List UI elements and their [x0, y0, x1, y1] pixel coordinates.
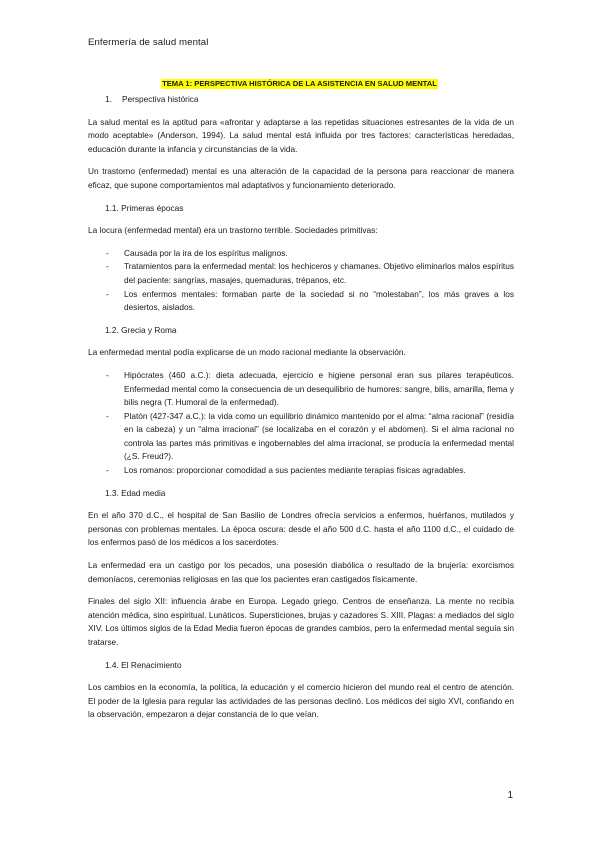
bullet-list [88, 369, 514, 478]
list-item-text: Los romanos: proporcionar comodidad a sus pacientes mediante terapias físicas agradables. [124, 465, 466, 476]
running-header: Enfermería de salud mental [88, 37, 209, 48]
title-wrapper [0, 73, 599, 91]
subsection-heading: 1.1. Primeras épocas [105, 202, 184, 213]
bullet-list [88, 247, 514, 315]
page-number: 1 [507, 790, 513, 801]
list-item [106, 369, 514, 410]
bullet-dash: - [106, 247, 109, 258]
list-item-text: Los enfermos mentales: formaban parte de la sociedad si no “molestaban”, los más graves a los desiertos, aislados. [124, 288, 514, 313]
list-item [106, 464, 514, 478]
list-item-text: Platón (427-347 a.C.): la vida como un equilibrio dinámico mantenido por el alma: “alma racional” (residía en la cabeza) y un “alma irracional” (se localizaba en el corazón y el abdomen). Si el alma racional no controla las partes más primitivas e ingobernables del alma irracional, se producía la enfermedad mental (¿S. Freud?). [124, 410, 514, 462]
list-item-text: Hipócrates (460 a.C.): dieta adecuada, ejercicio e higiene personal eran sus pilares terapéuticos. Enfermedad mental como la consecuencia de un desequilibrio de humores: sangre, bilis, amarilla, flema y bilis negra (T. Humoral de la enfermedad). [124, 369, 514, 408]
list-item [106, 288, 514, 315]
bullet-dash: - [106, 465, 109, 476]
list-item [106, 247, 514, 261]
bullet-dash: - [106, 369, 109, 380]
subsection-heading: 1.3. Edad media [105, 487, 166, 498]
paragraph: Un trastorno (enfermedad) mental es una alteración de la capacidad de la persona para reaccionar de manera eficaz, que supone comportamientos mal adaptativos y funcionamiento deteriorado. [88, 166, 514, 190]
bullet-dash: - [106, 288, 109, 299]
bullet-dash: - [106, 261, 109, 272]
document-title: TEMA 1: PERSPECTIVA HISTÓRICA DE LA ASISTENCIA EN SALUD MENTAL [162, 79, 437, 88]
bullet-dash: - [106, 410, 109, 421]
list-item-text: Causada por la ira de los espíritus malignos. [124, 247, 288, 258]
document-body [88, 93, 514, 731]
section-heading [105, 93, 514, 107]
paragraph: La locura (enfermedad mental) era un trastorno terrible. Sociedades primitivas: [88, 225, 378, 236]
paragraph: Los cambios en la economía, la política, la educación y el comercio hicieron del mundo real el centro de atención. El poder de la Iglesia para regular las actividades de las personas declinó. Los médicos del siglo XVI, confiando en la observación, empezaron a dejar constancia de lo que veían. [88, 682, 514, 720]
paragraph: La enfermedad era un castigo por los pecados, una posesión diabólica o resultado de la brujería: exorcismos demoníacos, ceremonias religiosas en las que los pacientes eran castigados físicamente. [88, 560, 514, 584]
section-number: 1. [105, 94, 112, 104]
list-item-text: Tratamientos para la enfermedad mental: los hechiceros y chamanes. Objetivo eliminarlos malos espíritus del paciente: sangrías, masajes, quemaduras, trépanos, etc. [124, 261, 514, 285]
list-item [106, 260, 514, 287]
subsection-heading: 1.2. Grecia y Roma [105, 324, 177, 335]
paragraph: Finales del siglo XII: influencia árabe en Europa. Legado griego. Centros de enseñanza. La mente no recibía atención médica, sino espiritual. Lunáticos. Supersticiones, brujas y cazadores S. XIII. Plagas: a mediados del siglo XIV. Los últimos siglos de la Edad Media fueron épocas de grandes cambios, pero la enfermedad mental seguía sin tratarse. [88, 596, 514, 647]
list-item [106, 410, 514, 464]
section-title: Perspectiva histórica [122, 94, 199, 104]
paragraph: En el año 370 d.C., el hospital de San Basilio de Londres ofrecía servicios a enfermos, huérfanos, mutilados y personas con problemas mentales. La época oscura: desde el año 500 d.C. hasta el año 1100 d.C., el cuidado de los enfermos pasó de los médicos a los sacerdotes. [88, 510, 514, 548]
subsection-heading: 1.4. El Renacimiento [105, 659, 182, 670]
paragraph: La enfermedad mental podía explicarse de un modo racional mediante la observación. [88, 347, 406, 358]
paragraph: La salud mental es la aptitud para «afrontar y adaptarse a las repetidas situaciones estresantes de la vida de un modo aceptable» (Anderson, 1994). La salud mental está influida por tres factores: características heredadas, educación durante la infancia y circunstancias de la vida. [88, 116, 514, 154]
